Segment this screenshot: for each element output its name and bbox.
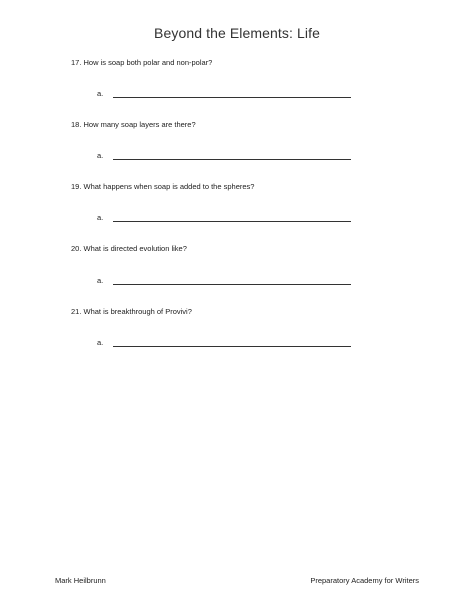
answer-line bbox=[113, 284, 351, 285]
footer-author: Mark Heilbrunn bbox=[55, 576, 106, 585]
question-21: 21. What is breakthrough of Provivi? bbox=[71, 307, 192, 316]
answer-letter: a. bbox=[97, 276, 104, 285]
answer-21 bbox=[97, 338, 357, 348]
question-17: 17. How is soap both polar and non-polar? bbox=[71, 58, 213, 67]
answer-line bbox=[113, 97, 351, 98]
answer-letter: a. bbox=[97, 338, 104, 347]
answer-17 bbox=[97, 89, 357, 99]
footer-school: Preparatory Academy for Writers bbox=[310, 576, 419, 585]
page-title: Beyond the Elements: Life bbox=[154, 25, 320, 41]
answer-18 bbox=[97, 151, 357, 161]
question-19: 19. What happens when soap is added to the spheres? bbox=[71, 182, 255, 191]
answer-line bbox=[113, 346, 351, 347]
answer-line bbox=[113, 159, 351, 160]
question-18: 18. How many soap layers are there? bbox=[71, 120, 196, 129]
answer-19 bbox=[97, 213, 357, 223]
answer-letter: a. bbox=[97, 89, 104, 98]
question-20: 20. What is directed evolution like? bbox=[71, 244, 187, 253]
answer-letter: a. bbox=[97, 213, 104, 222]
answer-20 bbox=[97, 276, 357, 286]
answer-line bbox=[113, 221, 351, 222]
answer-letter: a. bbox=[97, 151, 104, 160]
